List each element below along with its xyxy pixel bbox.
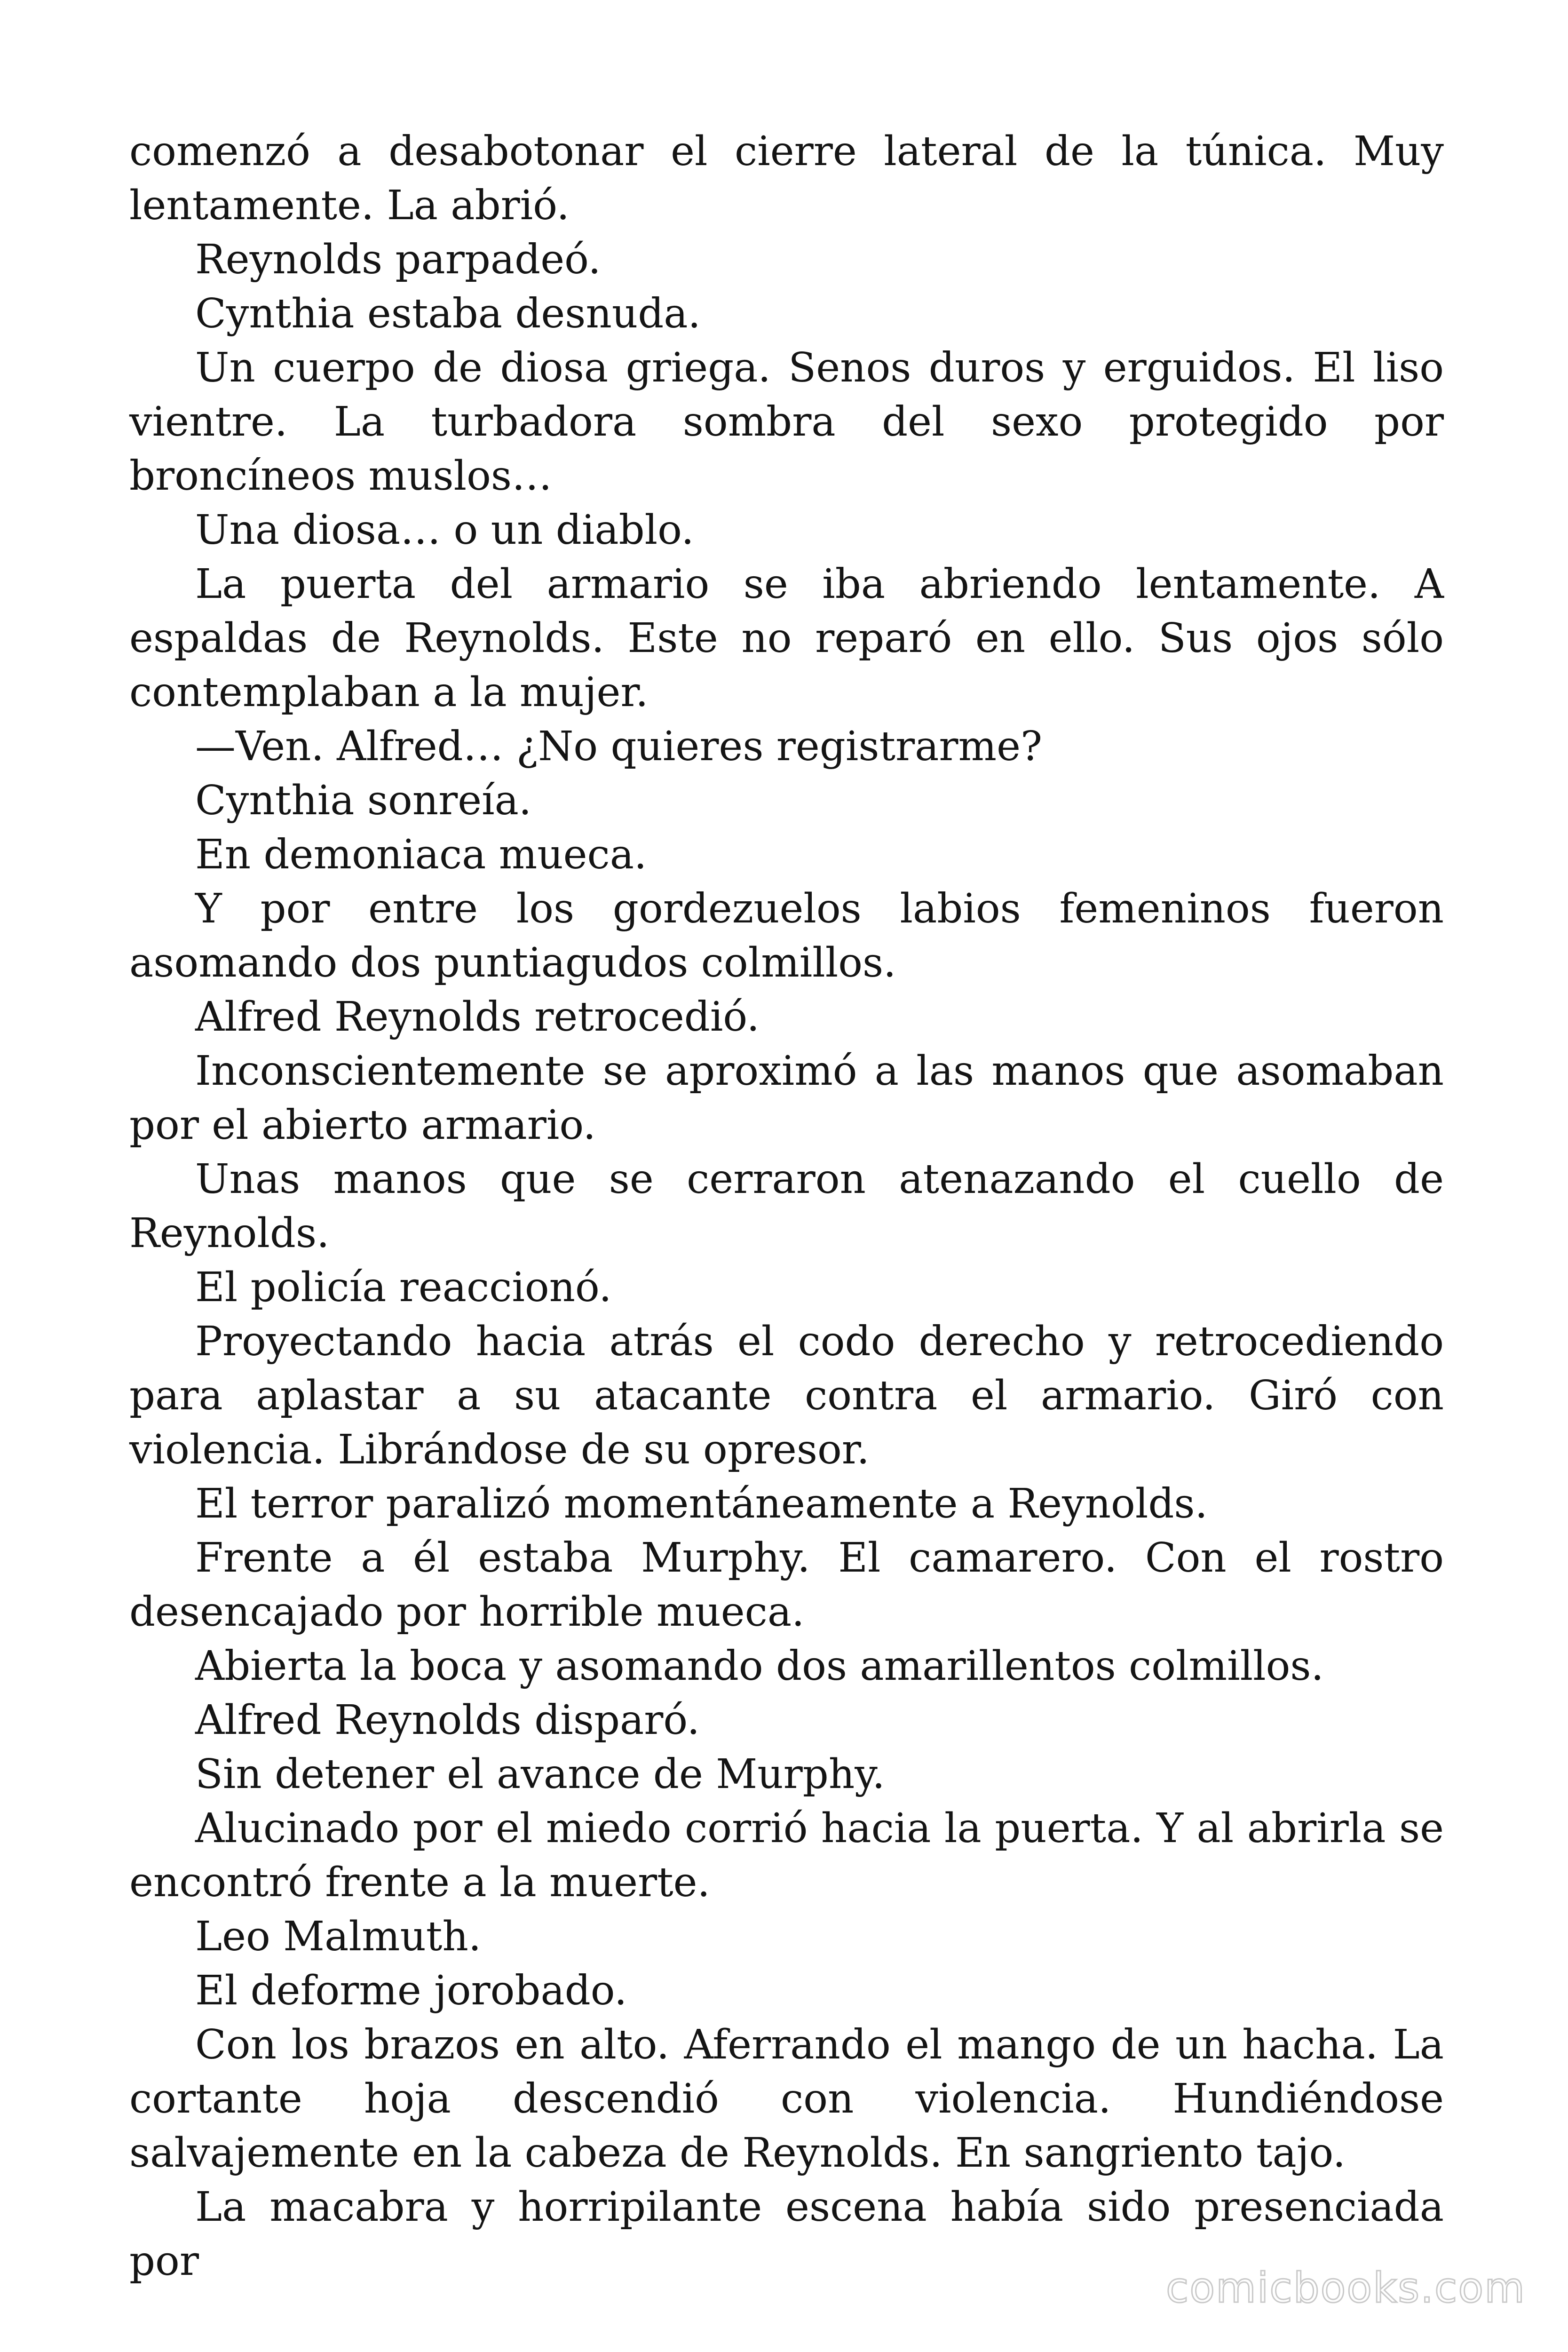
paragraph-15: Proyectando hacia atrás el codo derecho y retrocediendo para aplastar a su atacante contra el armario. Giró con violencia. Librándose de su opresor. [129, 1318, 1444, 1473]
paragraph-5: Una diosa… o un diablo. [195, 507, 694, 554]
paragraph-1: comenzó a desabotonar el cierre lateral de la túnica. Muy lentamente. La abrió. [129, 128, 1444, 229]
paragraph-16: El terror paralizó momentáneamente a Reynolds. [195, 1480, 1208, 1527]
paragraph-24: Con los brazos en alto. Aferrando el mango de un hacha. La cortante hoja descendió con violencia. Hundiéndose salvajemente en la cabeza de Reynolds. En sangriento tajo. [129, 2021, 1444, 2177]
paragraph-22: Leo Malmuth. [195, 1913, 482, 1960]
paragraph-18: Abierta la boca y asomando dos amarillentos colmillos. [195, 1643, 1324, 1690]
paragraph-25: La macabra y horripilante escena había sido presenciada por [129, 2184, 1444, 2285]
paragraph-10: Y por entre los gordezuelos labios femeninos fueron asomando dos puntiagudos colmillos. [129, 885, 1444, 986]
paragraph-8: Cynthia sonreía. [195, 777, 532, 824]
paragraph-3: Cynthia estaba desnuda. [195, 290, 701, 337]
paragraph-2: Reynolds parpadeó. [195, 236, 601, 283]
paragraph-13: Unas manos que se cerraron atenazando el cuello de Reynolds. [129, 1156, 1444, 1257]
paragraph-4: Un cuerpo de diosa griega. Senos duros y erguidos. El liso vientre. La turbadora sombra del sexo protegido por broncíneos muslos… [129, 344, 1444, 500]
paragraph-20: Sin detener el avance de Murphy. [195, 1751, 885, 1798]
paragraph-11: Alfred Reynolds retrocedió. [195, 993, 760, 1041]
paragraph-12: Inconscientemente se aproximó a las manos que asomaban por el abierto armario. [129, 1048, 1444, 1149]
paragraph-23: El deforme jorobado. [195, 1967, 627, 2014]
paragraph-21: Alucinado por el miedo corrió hacia la puerta. Y al abrirla se encontró frente a la muerte. [129, 1805, 1444, 1906]
paragraph-14: El policía reaccionó. [195, 1264, 612, 1311]
paragraph-9: En demoniaca mueca. [195, 831, 647, 878]
page-body [129, 125, 1444, 2288]
watermark: comicbooks.com [1165, 2264, 1526, 2312]
paragraph-6: La puerta del armario se iba abriendo lentamente. A espaldas de Reynolds. Este no reparó en ello. Sus ojos sólo contemplaban a la mujer. [129, 561, 1444, 716]
paragraph-7: —Ven. Alfred… ¿No quieres registrarme? [195, 723, 1043, 770]
paragraph-19: Alfred Reynolds disparó. [195, 1697, 700, 1744]
paragraph-17: Frente a él estaba Murphy. El camarero. Con el rostro desencajado por horrible mueca. [129, 1534, 1444, 1636]
